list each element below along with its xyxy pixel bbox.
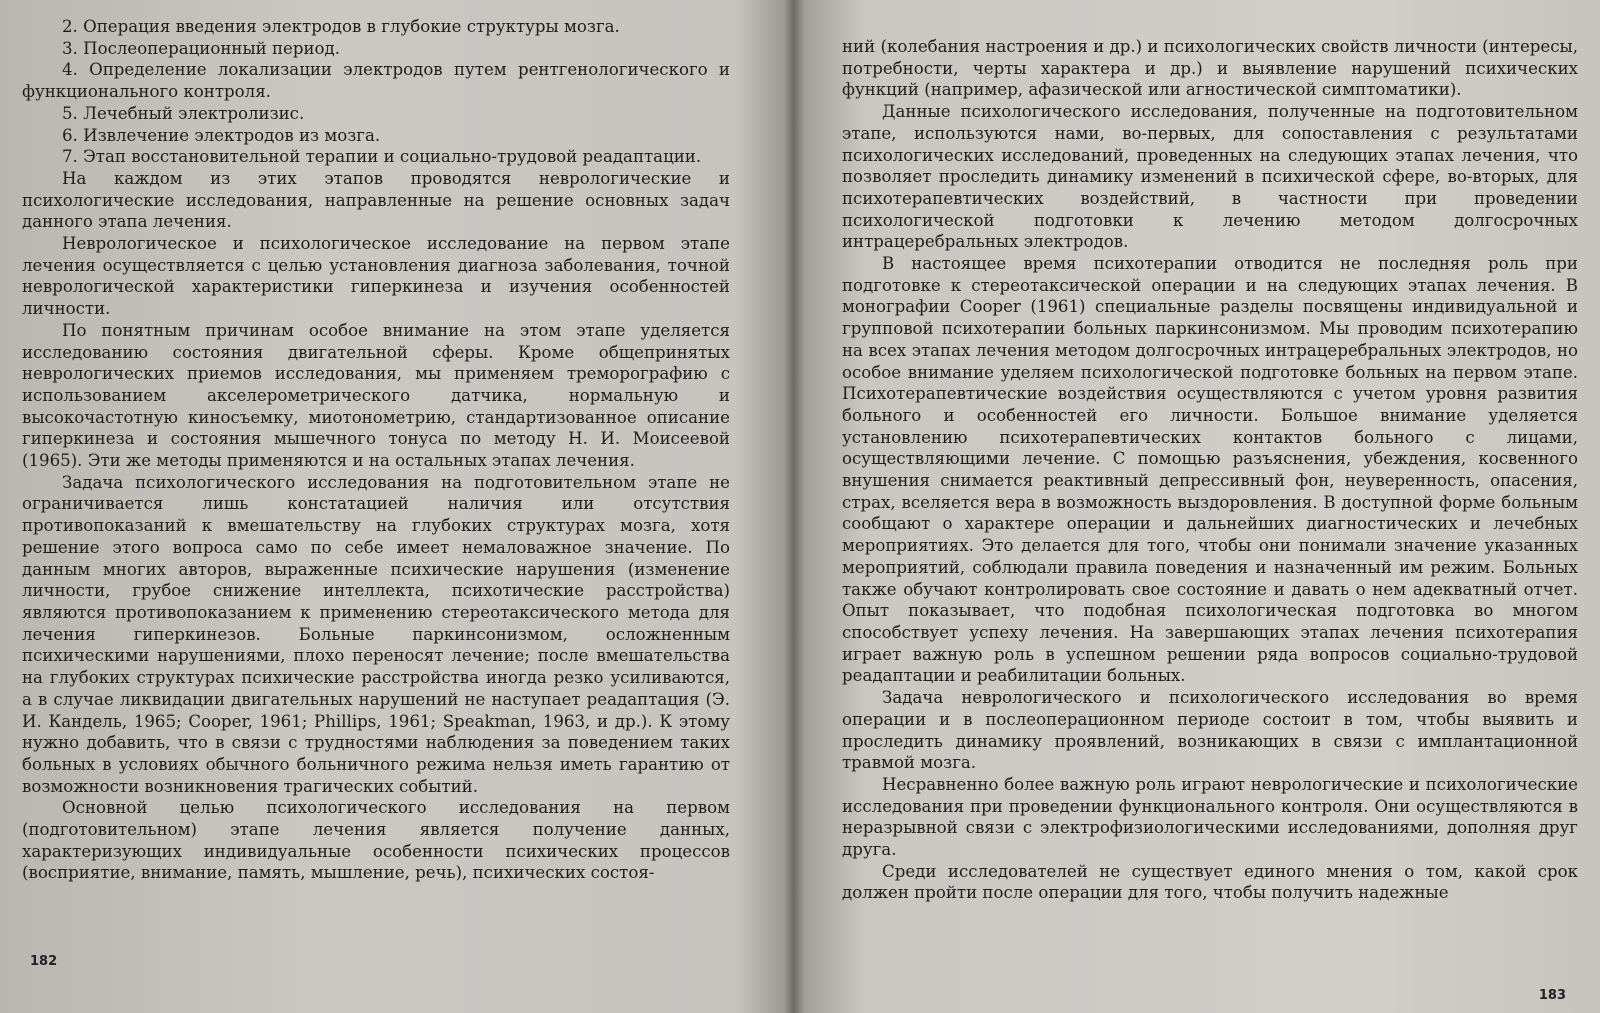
paragraph: Несравненно более важную роль играют неврологические и психологические исследования при проведении функционального контроля. Они осуществляются в неразрывной связи с электрофизиологическими исследованиями, дополняя друг друга. [842,774,1578,860]
paragraph: На каждом из этих этапов проводятся неврологические и психологические исследования, направленные на решение основных задач данного этапа лечения. [22,168,730,232]
paragraph: В настоящее время психотерапии отводится не последняя роль при подготовке к стереотаксической операции и на следующих этапах лечения. В монографии Cooper (1961) специальные разделы посвящены индивидуальной и групповой психотерапии больных паркинсонизмом. Мы проводим психотерапию на всех этапах лечения методом долгосрочных интрацеребральных электродов, но особое внимание уделяем психологической подготовке больных на первом этапе. Психотерапевтические воздействия осуществляются с учетом уровня развития больного и особенностей его личности. Большое внимание уделяется установлению психотерапевтических контактов больного с лицами, осуществляющими лечение. С помощью разъяснения, убеждения, косвенного внушения снимается реактивный депрессивный фон, неуверенность, опасения, страх, вселяется вера в возможность выздоровления. В доступной форме больным сообщают о характере операции и дальнейших диагностических и лечебных мероприятиях. Это делается для того, чтобы они понимали значение указанных мероприятий, соблюдали правила поведения и назначенный им режим. Больных также обучают контролировать свое состояние и давать о нем адекватный отчет. Опыт показывает, что подобная психологическая подготовка во многом способствует успеху лечения. На завершающих этапах лечения психотерапия играет важную роль в успешном решении ряда вопросов социально-трудовой реадаптации и реабилитации больных. [842,254,1578,686]
paragraph: Неврологическое и психологическое исследование на первом этапе лечения осуществляется с целью установления диагноза заболевания, точной неврологической характеристики гиперкинеза и изучения особенностей личности. [22,234,730,319]
paragraph: Данные психологического исследования, полученные на подготовительном этапе, используются нами, во-первых, для сопоставления с результатами психологических исследований, проведенных на следующих этапах лечения, что позволяет проследить динамику изменений в психической сфере, во-вторых, для психотерапевтических воздействий, в частности при проведении психологической подготовки к лечению методом долгосрочных интрацеребральных электродов. [842,102,1578,252]
paragraph: 6. Извлечение электродов из мозга. [62,125,381,145]
paragraph: Основной целью психологического исследования на первом (подготовительном) этапе лечения является получение данных, характеризующих индивидуальные особенности психических процессов (восприятие, внимание, память, мышление, речь), психических состоя- [22,798,730,883]
left-page [0,0,790,1013]
paragraph: Среди исследователей не существует единого мнения о том, какой срок должен пройти после операции для того, чтобы получить надежные [842,861,1578,903]
paragraph: По понятным причинам особое внимание на этом этапе уделяется исследованию состояния двигательной сферы. Кроме общепринятых неврологических приемов исследования, мы применяем треморографию с использованием акселерометрического датчика, нормальную и высокочастотную киносъемку, миотонометрию, стандартизованное описание гиперкинеза и состояния мышечного тонуса по методу Н. И. Моисеевой (1965). Эти же методы применяются и на остальных этапах лечения. [22,320,730,471]
paragraph: 5. Лечебный электролизис. [62,103,305,123]
paragraph: ний (колебания настроения и др.) и психологических свойств личности (интересы, потребности, черты характера и др.) и выявление нарушений психических функций (например, афазической или агностической симптоматики). [842,37,1578,100]
paragraph: Задача неврологического и психологического исследования во время операции и в послеоперационном периоде состоит в том, чтобы выявить и проследить динамику проявлений, возникающих в связи с имплантационной травмой мозга. [842,688,1578,773]
page-number-right: 183 [1538,988,1566,1003]
paragraph: 4. Определение локализации электродов путем рентгенологического и функционального контроля. [22,60,730,102]
paragraph: 2. Операция введения электродов в глубокие структуры мозга. [62,17,620,36]
paragraph: Задача психологического исследования на подготовительном этапе не ограничивается лишь констатацией наличия или отсутствия противопоказаний к вмешательству на глубоких структурах мозга, хотя решение этого вопроса само по себе имеет немаловажное значение. По данным многих авторов, выраженные психические нарушения (изменение личности, грубое снижение интеллекта, психотические расстройства) являются противопоказанием к применению стереотаксического метода для лечения гиперкинезов. Больные паркинсонизмом, осложненным психическими нарушениями, плохо переносят лечение; после вмешательства на глубоких структурах психические расстройства иногда резко усиливаются, а в случае ликвидации двигательных нарушений не наступает реадаптация (Э. И. Кандель, 1965; Cooper, 1961; Phillips, 1961; Speakman, 1963, и др.). К этому нужно добавить, что в связи с трудностями наблюдения за поведением таких больных в условиях обычного больничного режима нельзя иметь гарантию от возможности возникновения трагических событий. [22,472,730,796]
right-page-text [842,36,1578,904]
right-page [796,0,1600,1013]
paragraph: 3. Послеоперационный период. [62,38,341,58]
left-page-text [22,16,730,884]
paragraph: 7. Этап восстановительной терапии и социально-трудовой реадаптации. [62,147,702,167]
page-number-left: 182 [30,954,58,969]
